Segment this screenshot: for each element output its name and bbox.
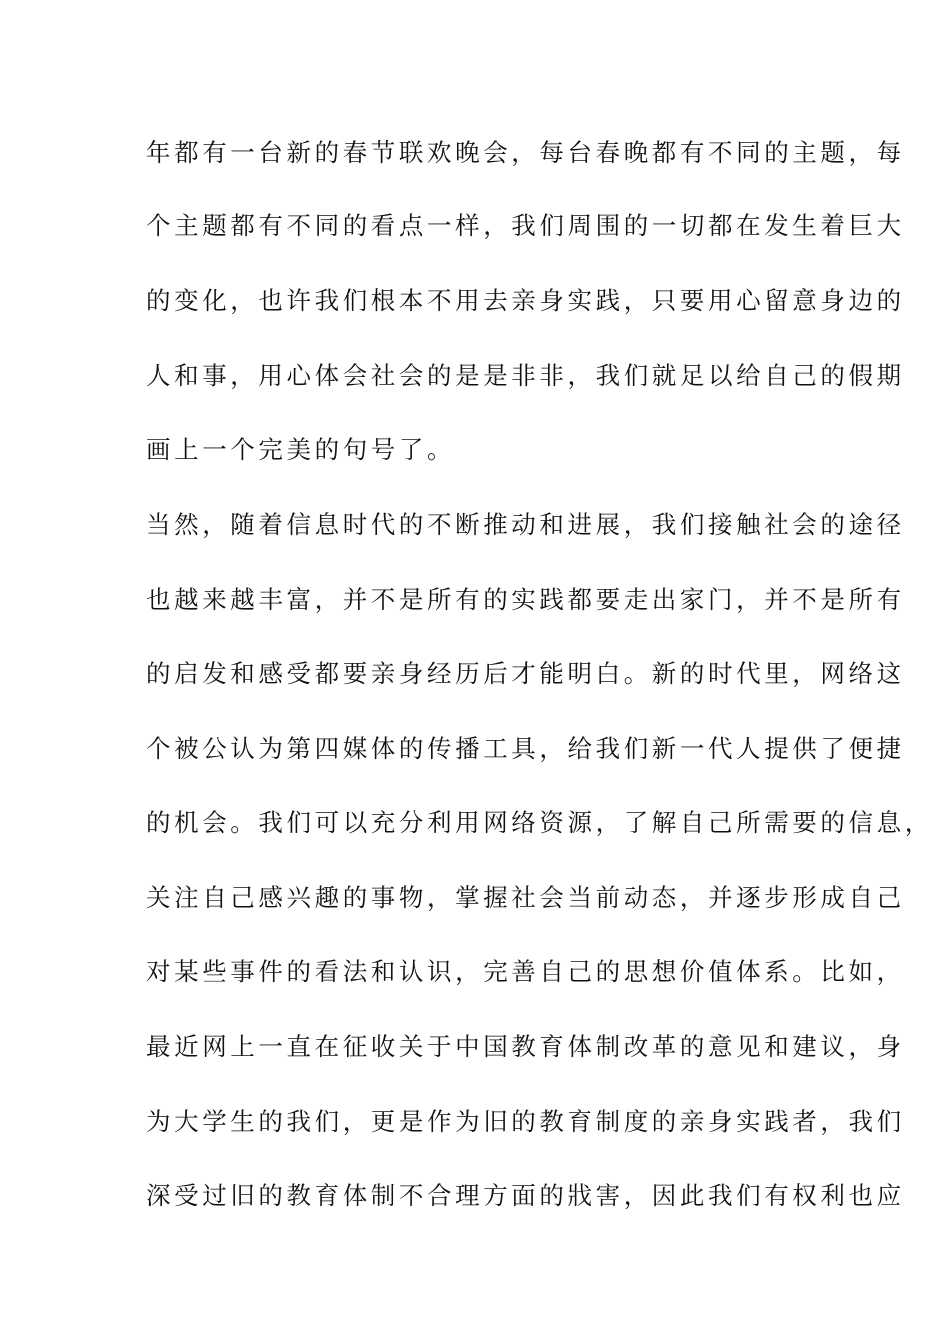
text-line: 对某些事件的看法和认识，完善自己的思想价值体系。比如， xyxy=(146,957,905,986)
text-line: 关注自己感兴趣的事物，掌握社会当前动态，并逐步形成自己 xyxy=(146,883,905,912)
text-line: 画上一个完美的句号了。 xyxy=(146,435,456,464)
text-line: 深受过旧的教育体制不合理方面的戕害，因此我们有权利也应 xyxy=(146,1181,905,1210)
text-line: 的变化，也许我们根本不用去亲身实践，只要用心留意身边的 xyxy=(146,286,905,315)
text-line: 个被公认为第四媒体的传播工具，给我们新一代人提供了便捷 xyxy=(146,734,905,763)
text-line: 的启发和感受都要亲身经历后才能明白。新的时代里，网络这 xyxy=(146,659,905,688)
text-line: 年都有一台新的春节联欢晚会，每台春晚都有不同的主题，每 xyxy=(146,138,905,167)
text-line: 个主题都有不同的看点一样，我们周围的一切都在发生着巨大 xyxy=(146,211,905,240)
text-line: 为大学生的我们，更是作为旧的教育制度的亲身实践者，我们 xyxy=(146,1107,905,1136)
text-line: 人和事，用心体会社会的是是非非，我们就足以给自己的假期 xyxy=(146,361,905,390)
text-line: 最近网上一直在征收关于中国教育体制改革的意见和建议，身 xyxy=(146,1032,905,1061)
text-line: 当然，随着信息时代的不断推动和进展，我们接触社会的途径 xyxy=(146,510,905,539)
text-line: 也越来越丰富，并不是所有的实践都要走出家门，并不是所有 xyxy=(146,585,905,614)
text-line: 的机会。我们可以充分利用网络资源，了解自己所需要的信息， xyxy=(146,808,933,837)
